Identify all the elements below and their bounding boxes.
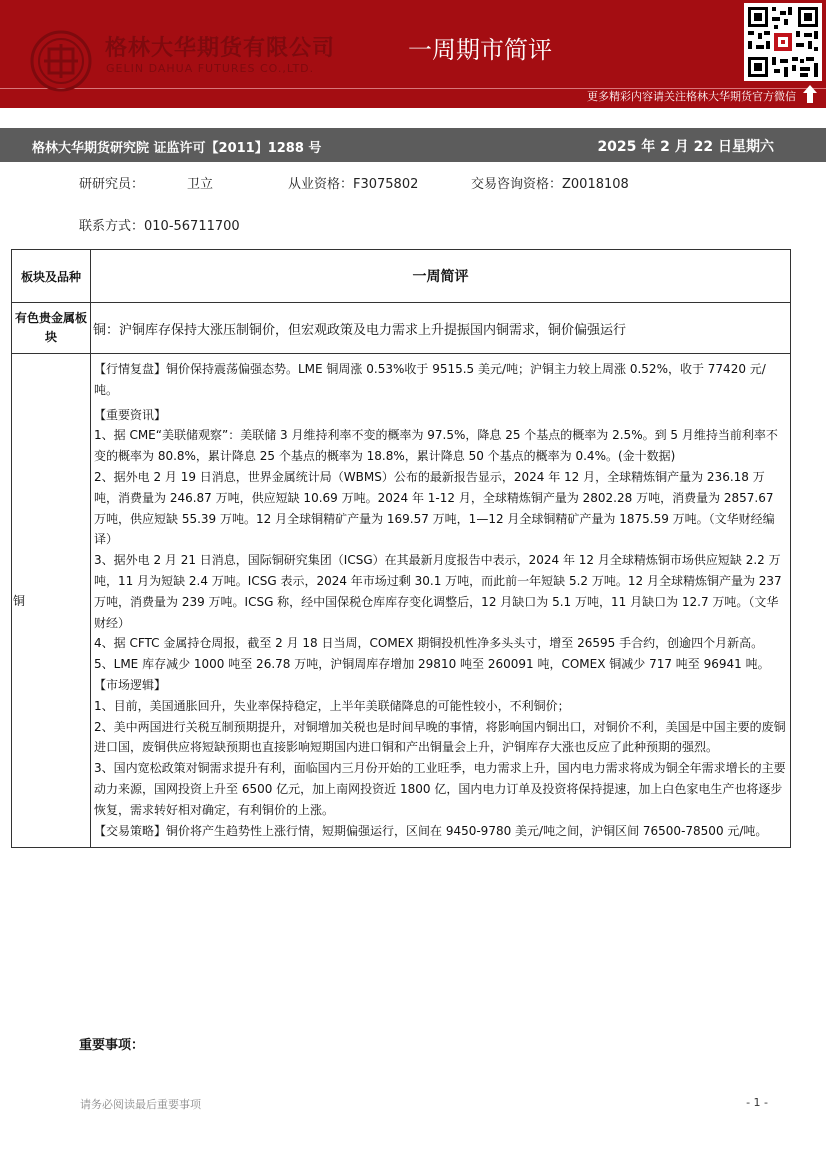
trading-strategy: 【交易策略】铜价将产生趋势性上涨行情，短期偏强运行，区间在 9450-9780 美元/吨之间，沪铜区间 76500-78500 元/吨。 <box>94 823 768 838</box>
sector-summary: 铜：沪铜库存保持大涨压制铜价，但宏观政策及电力需求上升提振国内铜需求，铜价偏强运行 <box>91 303 791 354</box>
page-number: - 1 - <box>746 1096 768 1109</box>
news-title: 【重要资讯】 <box>94 407 167 422</box>
table-header-row <box>12 250 791 303</box>
column-header-review: 一周简评 <box>91 250 791 303</box>
news-item-5: 5、LME 库存减少 1000 吨至 26.78 万吨，沪铜周库存增加 29810 吨至 260091 吨，COMEX 铜减少 717 吨至 96941 吨。 <box>94 657 770 672</box>
important-notes-heading: 重要事项： <box>79 1038 145 1053</box>
column-header-sector: 板块及品种 <box>12 250 91 303</box>
logic-item-3: 3、国内宽松政策对铜需求提升有利，面临国内三月份开始的工业旺季，电力需求上升，国内电力需求将成为铜全年需求增长的主要动力来源，国网投资上升至 6500 亿元，加上南网投资近 1800 亿，国内电力订单及投资将保持提速，加上白色家电生产也将逐步恢复，需求转好相对确定，有利铜价的上涨。 <box>94 761 786 817</box>
copper-commentary <box>91 354 791 848</box>
researcher-name: 卫立 <box>187 177 214 192</box>
news-item-4: 4、据 CFTC 金属持仓周报，截至 2 月 18 日当周，COMEX 期铜投机性净多头头寸，增至 26595 手合约，创逾四个月新高。 <box>94 636 764 651</box>
logic-item-2: 2、美中两国进行关税互制预期提升，对铜增加关税也是时间早晚的事情，将影响国内铜出口，对铜价不利，美国是中国主要的废铜进口国，废铜供应将短缺预期也直接影响短期国内进口铜和产出铜量会上升，沪铜库存大涨也反应了此种预期的强烈。 <box>94 719 786 755</box>
company-seal-logo <box>30 30 92 92</box>
copper-label: 铜 <box>12 354 91 848</box>
logic-title: 【市场逻辑】 <box>94 677 167 692</box>
company-name-cn: 格林大华期货有限公司 <box>105 36 336 61</box>
footer-disclaimer: 请务必阅读最后重要事项 <box>80 1098 201 1111</box>
contact-info: 联系方式：010-56711700 <box>79 219 240 234</box>
table-row-sector <box>12 303 791 354</box>
sector-label: 有色贵金属板块 <box>12 303 91 354</box>
qualification-number: 从业资格：F3075802 <box>288 177 419 192</box>
researcher-label: 研研究员： <box>79 177 145 192</box>
institute-license: 格林大华期货研究院 证监许可【2011】1288 号 <box>32 141 322 156</box>
news-item-1: 1、据 CME“美联储观察”：美联储 3 月维持利率不变的概率为 97.5%，降息 25 个基点的概率为 2.5%。到 5 月维持当前利率不变的概率为 80.8%，累计降息 25 个基点的概率为 18.8%，累计降息 50 个基点的概率为 0.4%。(金十数据) <box>94 428 778 464</box>
up-arrow-icon <box>803 85 817 103</box>
report-title: 一周期市简评 <box>408 36 552 64</box>
report-date: 2025 年 2 月 22 日星期六 <box>597 139 774 155</box>
news-item-2: 2、据外电 2 月 19 日消息，世界金属统计局（WBMS）公布的最新报告显示，2024 年 12 月，全球精炼铜产量为 236.18 万吨，消费量为 246.87 万吨，供应短缺 10.69 万吨。2024 年 1-12 月，全球精炼铜产量为 2802.28 万吨，消费量为 2857.67 万吨，供应短缺 55.39 万吨。12 月全球铜精矿产量为 169.57 万吨，1—12 月全球铜精矿产量为 1875.59 万吨。（文华财经编译） <box>94 469 775 547</box>
commentary-table <box>11 249 791 848</box>
logic-item-1: 1、目前，美国通胀回升，失业率保持稳定，上半年美联储降息的可能性较小，不利铜价； <box>94 698 570 713</box>
follow-wechat-text: 更多精彩内容请关注格林大华期货官方微信 <box>587 90 796 103</box>
table-row-copper <box>12 354 791 848</box>
consult-qualification: 交易咨询资格：Z0018108 <box>471 177 629 192</box>
company-name-en: GELIN DAHUA FUTURES CO.,LTD. <box>106 62 315 75</box>
news-item-3: 3、据外电 2 月 21 日消息，国际铜研究集团（ICSG）在其最新月度报告中表示，2024 年 12 月全球精炼铜市场供应短缺 2.2 万吨，11 月为短缺 2.4 万吨。ICSG 表示，2024 年市场过剩 30.1 万吨，而此前一年短缺 5.2 万吨。12 月全球精炼铜产量为 237 万吨，消费量为 239 万吨。ICSG 称，经中国保税仓库库存变化调整后，12 月缺口为 5.1 万吨，11 月缺口为 12.7 万吨。（文华财经） <box>94 553 782 630</box>
market-review: 【行情复盘】铜价保持震荡偏强态势。LME 铜周涨 0.53%收于 9515.5 美元/吨；沪铜主力较上周涨 0.52%，收于 77420 元/吨。 <box>94 362 766 397</box>
qr-code[interactable] <box>744 3 822 81</box>
